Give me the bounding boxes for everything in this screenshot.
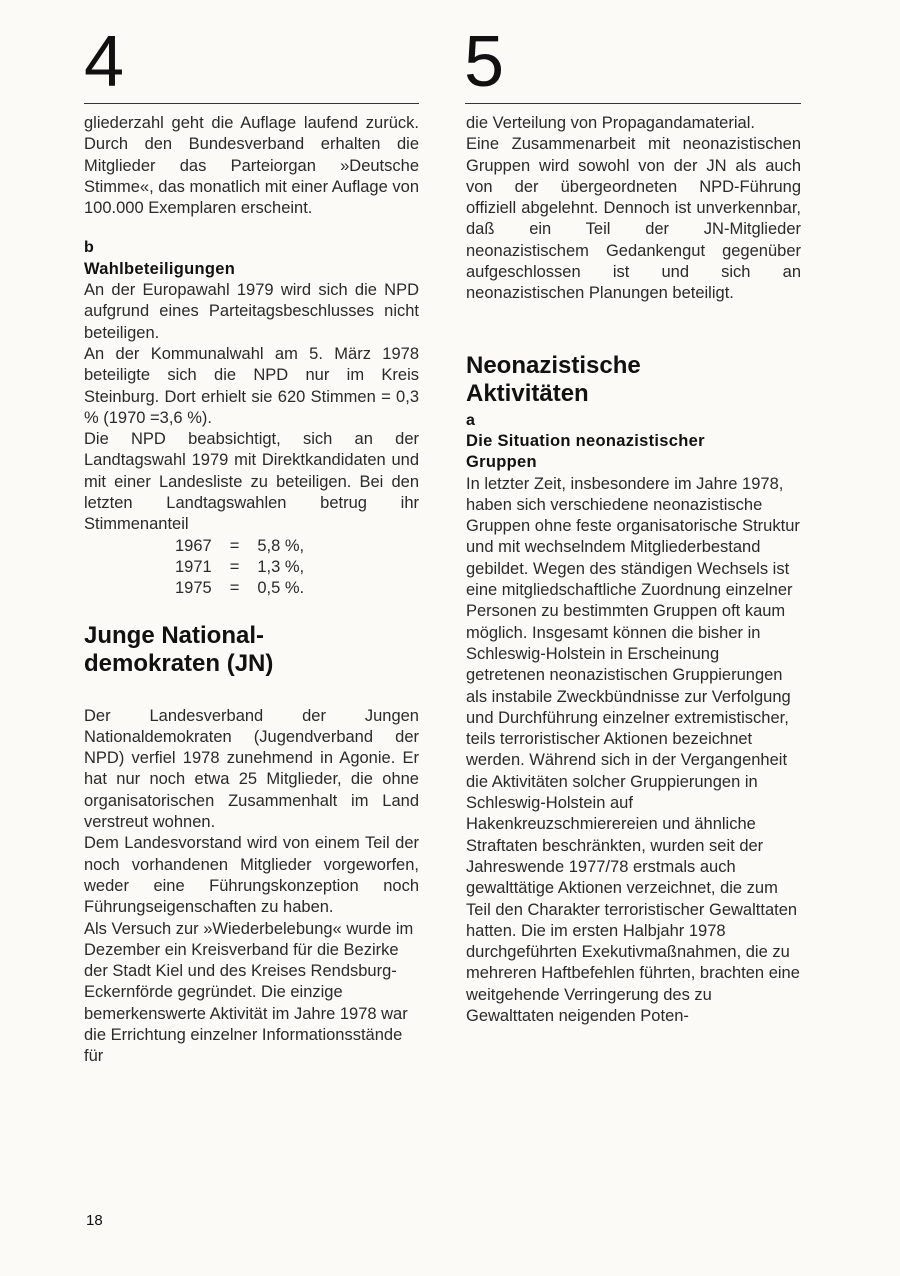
jn-heading-line-1: Junge National- [84, 621, 265, 649]
jn-paragraph-2: Dem Landesvorstand wird von einem Teil der noch vorhandenen Mitglieder vorgeworfen, weder eine Führungskonzeption noch Führungseigenschaften zu haben. [84, 834, 419, 917]
vote-share: 0,5 %. [257, 579, 305, 598]
jn-paragraph-3: Als Versuch zur »Wiederbelebung« wurde im Dezember ein Kreisverband für die Bezirke der Stadt Kiel und des Kreises Rendsburg-Eckernförde gegründet. Die einzige bemerkenswerte Aktivität im Jahre 1978 war die Errichtung einzelner Informationsstände für [84, 919, 414, 1066]
section-b-paragraph-2: An der Kommunalwahl am 5. März 1978 beteiligte sich die NPD nur im Kreis Steinburg. Dort erhielt sie 620 Stimmen = 0,3 % (1970 =3,6 %). [84, 344, 419, 427]
vote-share: 5,8 %, [257, 536, 305, 555]
neo-heading-line-2: Aktivitäten [466, 379, 589, 407]
right-intro-paragraph-1: die Verteilung von Propagandamaterial. [466, 114, 755, 132]
vote-share-table [167, 536, 312, 600]
section-a-title [466, 431, 801, 474]
section-b-paragraph-1: An der Europawahl 1979 wird sich die NPD aufgrund eines Parteitagsbeschlusses nicht beteiligen. [84, 281, 419, 342]
left-column-rule [84, 103, 419, 104]
neo-heading-line-1: Neonazistische [466, 351, 641, 379]
page-number: 18 [86, 1212, 103, 1229]
right-column-rule [465, 103, 801, 104]
vote-share-row [167, 578, 312, 599]
section-b-letter: b [84, 239, 94, 257]
vote-share-row [167, 536, 312, 557]
vote-year: 1967 [175, 536, 212, 555]
vote-equals: = [229, 579, 240, 598]
right-intro-paragraph-2: Eine Zusammenarbeit mit neonazistischen Gruppen wird sowohl von der JN als auch von der übergeordneten NPD-Führung offiziell abgelehnt. Dennoch ist unverkennbar, daß ein Teil der JN-Mitglieder neonazistischem Gedankengut gegenüber aufgeschlossen ist und sich an neonazistischen Planungen beteiligt. [466, 135, 801, 303]
neo-heading [466, 352, 801, 408]
section-a-body: In letzter Zeit, insbesondere im Jahre 1978, haben sich verschiedene neonazistische Gruppen ohne feste organisatorische Struktur und mit wechselndem Mitgliederbestand gebildet. Wegen des ständigen Wechsels ist eine mitgliedschaftliche Zuordnung einzelner Personen zu bestimmten Gruppen oft kaum möglich. Insgesamt können die bisher in Schleswig-Holstein in Erscheinung getretenen neonazistischen Gruppierungen als instabile Zweckbündnisse zur Verfolgung und Durchführung einzelner extremistischer, teils terroristischer Aktionen bezeichnet werden. Während sich in der Vergangenheit die Aktivitäten solcher Gruppierungen in Schleswig-Holstein auf Hakenkreuzschmierereien und ähnliche Straftaten beschränkten, wurden seit der Jahreswende 1977/78 erstmals auch gewalttätige Aktionen verzeichnet, die zum Teil den Charakter terroristischer Gewalttaten hatten. Die im ersten Halbjahr 1978 durchgeführten Exekutivmaßnahmen, die zu mehreren Haftbefehlen führten, brachten eine weitgehende Verringerung des zu Gewalttaten neigenden Poten- [466, 474, 800, 1025]
section-a-title-line-1: Die Situation neonazistischer [466, 431, 705, 450]
vote-share: 1,3 %, [257, 557, 305, 576]
left-column-number: 4 [84, 22, 125, 102]
left-column [84, 113, 419, 1068]
section-b-title: Wahlbeteiligungen [84, 259, 236, 278]
vote-equals: = [229, 557, 240, 576]
right-column [466, 113, 801, 1027]
vote-share-row [167, 557, 312, 578]
right-column-number: 5 [464, 22, 505, 102]
jn-paragraph-1: Der Landesverband der Jungen Nationaldemokraten (Jugendverband der NPD) verfiel 1978 zunehmend in Agonie. Er hat nur noch etwa 25 Mitglieder, die ohne organisatorischen Zusammenhalt im Land verstreut wohnen. [84, 706, 419, 832]
vote-equals: = [229, 536, 240, 555]
section-a-title-line-2: Gruppen [466, 453, 537, 472]
section-b-paragraph-3: Die NPD beabsichtigt, sich an der Landtagswahl 1979 mit Direktkandidaten und mit einer Landesliste zu beteiligen. Bei den letzten Landtagswahlen betrug ihr Stimmenanteil [84, 430, 419, 534]
left-intro-paragraph: gliederzahl geht die Auflage laufend zurück. Durch den Bundesverband erhalten die Mitglieder das Parteiorgan »Deutsche Stimme«, das monatlich mit einer Auflage von 100.000 Exemplaren erscheint. [84, 114, 419, 218]
jn-heading [84, 622, 419, 678]
section-a-letter: a [466, 411, 475, 429]
vote-year: 1971 [175, 557, 212, 576]
jn-heading-line-2: demokraten (JN) [84, 649, 274, 677]
vote-year: 1975 [175, 579, 212, 598]
